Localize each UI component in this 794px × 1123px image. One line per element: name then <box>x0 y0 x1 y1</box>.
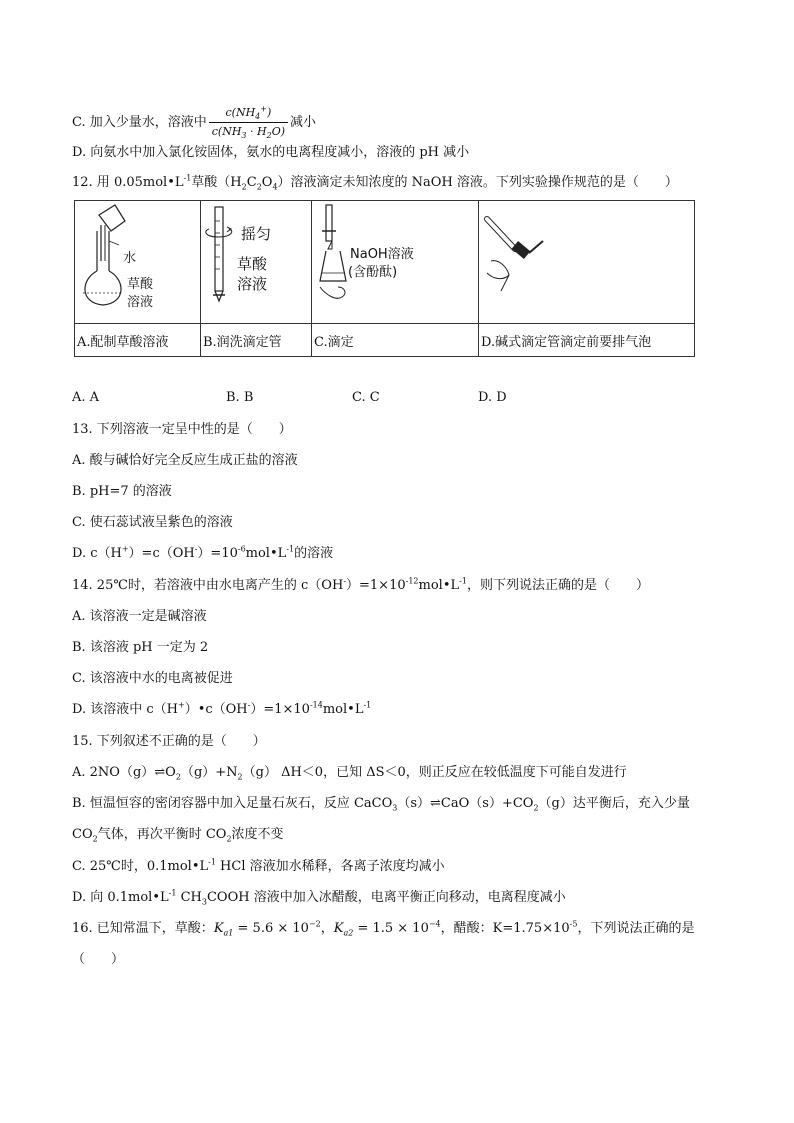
q14-d-sup2: - <box>247 700 251 710</box>
q12-stem-d: O <box>261 175 273 190</box>
q15-a-b: （g）+N <box>180 765 238 780</box>
label-solution: 溶液 <box>127 295 154 310</box>
caption-a: A.配制草酸溶液 <box>75 324 201 357</box>
q13-d-e: 的溶液 <box>294 546 334 561</box>
q11-c-prefix: C. 加入少量水，溶液中 <box>72 115 207 130</box>
q15-d-b: CH <box>176 890 202 905</box>
q14-d-sup1: + <box>177 700 185 710</box>
frac-num-end: ) <box>266 106 272 119</box>
figure-c-titration <box>312 201 479 324</box>
q14-stem <box>72 577 649 595</box>
figure-a-volumetric-flask <box>75 201 201 324</box>
apparatus-table <box>74 200 695 357</box>
q12-stem <box>72 174 678 192</box>
q16-ka1-label: K <box>213 921 224 936</box>
q14-d-a: D. 该溶液中 c（H <box>72 702 178 717</box>
q15-b2-sub1: 2 <box>92 834 98 844</box>
q13-d-d: mol•L <box>245 546 287 561</box>
frac-den-sub: 3 <box>241 131 247 141</box>
q16-stem-c: ，下列说法正确的是 <box>577 921 695 936</box>
q15-b2-a: CO <box>72 827 93 842</box>
q16-sep: ， <box>320 921 334 936</box>
q15-b2-b: 气体，再次平衡时 CO <box>97 827 227 842</box>
q15-option-a[interactable] <box>72 764 627 782</box>
q15-a-sub1: 2 <box>175 772 181 782</box>
q14-d-d: mol•L <box>322 702 364 717</box>
figure-b-burette-rinse <box>201 201 312 324</box>
q16-ka1-sub: a1 <box>223 928 234 938</box>
base-burette-drawing <box>479 201 695 319</box>
q15-d-a: D. 向 0.1mol•L <box>72 890 169 905</box>
q14-option-a[interactable]: A. 该溶液一定是碱溶液 <box>72 609 207 624</box>
label-water: 水 <box>123 251 137 266</box>
q12-stem-a: 12. 用 0.05mol•L <box>72 175 184 190</box>
q15-b1-c: （g）达平衡后，充入少量 <box>538 796 690 811</box>
q15-a-a: A. 2NO（g）⇌O <box>72 765 176 780</box>
q14-stem-sup2: -12 <box>405 576 419 586</box>
label-oxalic-acid-b: 草酸 <box>237 255 268 273</box>
frac-num-sub: 4 <box>255 112 261 122</box>
label-shake: 摇匀 <box>241 225 272 243</box>
q13-option-d[interactable] <box>72 545 333 563</box>
q15-c-a: C. 25℃时，0.1mol•L <box>72 859 209 874</box>
q16-ka2-label: K <box>333 921 344 936</box>
q15-d-c: COOH 溶液中加入冰醋酸，电离平衡正向移动，电离程度减小 <box>206 890 566 905</box>
frac-den-sub2: 2 <box>266 131 272 141</box>
q12-stem-e: ）溶液滴定未知浓度的 NaOH 溶液。下列实验操作规范的是（ ） <box>277 175 678 190</box>
caption-b: B.润洗滴定管 <box>201 324 312 357</box>
q16-ka2-value: = 1.5 × 10 <box>353 921 429 936</box>
frac-den-mid: · H <box>246 125 267 138</box>
q14-option-d[interactable] <box>72 701 371 719</box>
q15-b2-c: 浓度不变 <box>231 827 284 842</box>
q13-d-sup1: + <box>121 544 129 554</box>
q15-c-sup: -1 <box>208 857 216 867</box>
q14-d-c: ）=1×10 <box>250 702 310 717</box>
q13-d-sup2: - <box>194 544 198 554</box>
q15-a-sub2: 2 <box>237 772 243 782</box>
label-phenolphthalein: (含酚酞) <box>348 265 398 280</box>
q14-stem-sup1: - <box>343 576 347 586</box>
caption-d: D.碱式滴定管滴定前要排气泡 <box>479 324 695 357</box>
q12-option-d[interactable]: D. D <box>478 390 507 405</box>
frac-num-sup: + <box>260 104 267 114</box>
q13-d-sup3: -6 <box>237 544 246 554</box>
label-solution-b: 溶液 <box>237 275 268 293</box>
q14-option-b[interactable]: B. 该溶液 pH 一定为 2 <box>72 640 209 655</box>
q15-b1-sub1: 3 <box>392 803 398 813</box>
q12-stem-sub1: 2 <box>241 182 247 192</box>
q14-stem-c: mol•L <box>418 578 460 593</box>
q14-d-b: ）•c（OH <box>184 702 248 717</box>
q14-option-c[interactable]: C. 该溶液中水的电离被促进 <box>72 671 233 686</box>
q14-d-sup4: -1 <box>363 700 372 710</box>
frac-den: c(NH <box>211 125 242 138</box>
q13-d-b: ）=c（OH <box>128 546 195 561</box>
q16-stem <box>72 920 694 938</box>
q12-stem-sub2: 2 <box>256 182 262 192</box>
q14-d-sup3: -14 <box>309 700 323 710</box>
q12-option-a[interactable]: A. A <box>72 390 100 405</box>
q15-a-c: （g） ΔH＜0，已知 ΔS＜0，则正反应在较低温度下可能自发进行 <box>242 765 627 780</box>
q12-stem-sup: -1 <box>183 173 192 183</box>
q16-ka2-sub: a2 <box>343 928 354 938</box>
q13-stem: 13. 下列溶液一定呈中性的是（ ） <box>72 422 292 437</box>
q12-option-b[interactable]: B. B <box>226 390 254 405</box>
q16-stem-b: ，醋酸：K=1.75×10 <box>440 921 570 936</box>
q13-d-c: ）=10 <box>197 546 238 561</box>
q15-d-sup: -1 <box>168 888 177 898</box>
label-oxalic-acid: 草酸 <box>127 277 154 292</box>
q16-ka1-value: = 5.6 × 10 <box>233 921 309 936</box>
frac-num: c(NH <box>225 106 256 119</box>
q15-b1-b: （s）⇌CaO（s）+CO <box>397 796 534 811</box>
q13-option-a[interactable]: A. 酸与碱恰好完全反应生成正盐的溶液 <box>72 453 298 468</box>
q16-stem-a: 16. 已知常温下，草酸： <box>72 921 214 936</box>
q15-b2-sub2: 2 <box>226 834 232 844</box>
q15-stem: 15. 下列叙述不正确的是（ ） <box>72 734 266 749</box>
q12-option-c[interactable]: C. C <box>352 390 380 405</box>
frac-den-end: O) <box>271 125 286 138</box>
q14-stem-b: ）=1×10 <box>346 578 406 593</box>
q12-stem-b: 草酸（H <box>191 175 242 190</box>
q15-b1-a: B. 恒温恒容的密闭容器中加入足量石灰石，反应 CaCO <box>72 796 393 811</box>
q11-option-c <box>72 104 316 141</box>
q16-ka1-sup: −2 <box>308 919 321 929</box>
label-naoh: NaOH溶液 <box>350 247 414 262</box>
q14-stem-a: 14. 25℃时，若溶液中由水电离产生的 c（OH <box>72 578 344 593</box>
q15-b1-sub2: 2 <box>533 803 539 813</box>
q15-d-sub: 3 <box>201 897 207 907</box>
q15-option-c[interactable] <box>72 858 445 876</box>
q14-stem-d: ，则下列说法正确的是（ ） <box>466 578 649 593</box>
q15-option-b-line1[interactable] <box>72 795 690 813</box>
q13-d-sup4: -1 <box>286 544 295 554</box>
q11-option-d: D. 向氨水中加入氯化铵固体，氨水的电离程度减小，溶液的 pH 减小 <box>72 145 470 160</box>
q13-option-c[interactable]: C. 使石蕊试液呈紫色的溶液 <box>72 515 233 530</box>
q15-option-d[interactable] <box>72 889 566 907</box>
caption-c: C.滴定 <box>312 324 479 357</box>
q13-option-b[interactable]: B. pH=7 的溶液 <box>72 484 172 499</box>
q12-stem-sub3: 4 <box>272 182 278 192</box>
q11-c-suffix: 减小 <box>290 115 317 130</box>
q15-option-b-line2 <box>72 826 284 844</box>
q16-ka2-sup: −4 <box>428 919 441 929</box>
q16-stem-sup: -5 <box>569 919 578 929</box>
q13-d-a: D. c（H <box>72 546 122 561</box>
q11-fraction <box>209 104 288 141</box>
q16-stem-line2: （ ） <box>72 952 125 967</box>
q15-c-b: HCl 溶液加水稀释，各离子浓度均减小 <box>215 859 445 874</box>
figure-d-remove-bubbles <box>479 201 695 324</box>
q14-stem-sup3: -1 <box>459 576 467 586</box>
q12-stem-c: C <box>246 175 257 190</box>
